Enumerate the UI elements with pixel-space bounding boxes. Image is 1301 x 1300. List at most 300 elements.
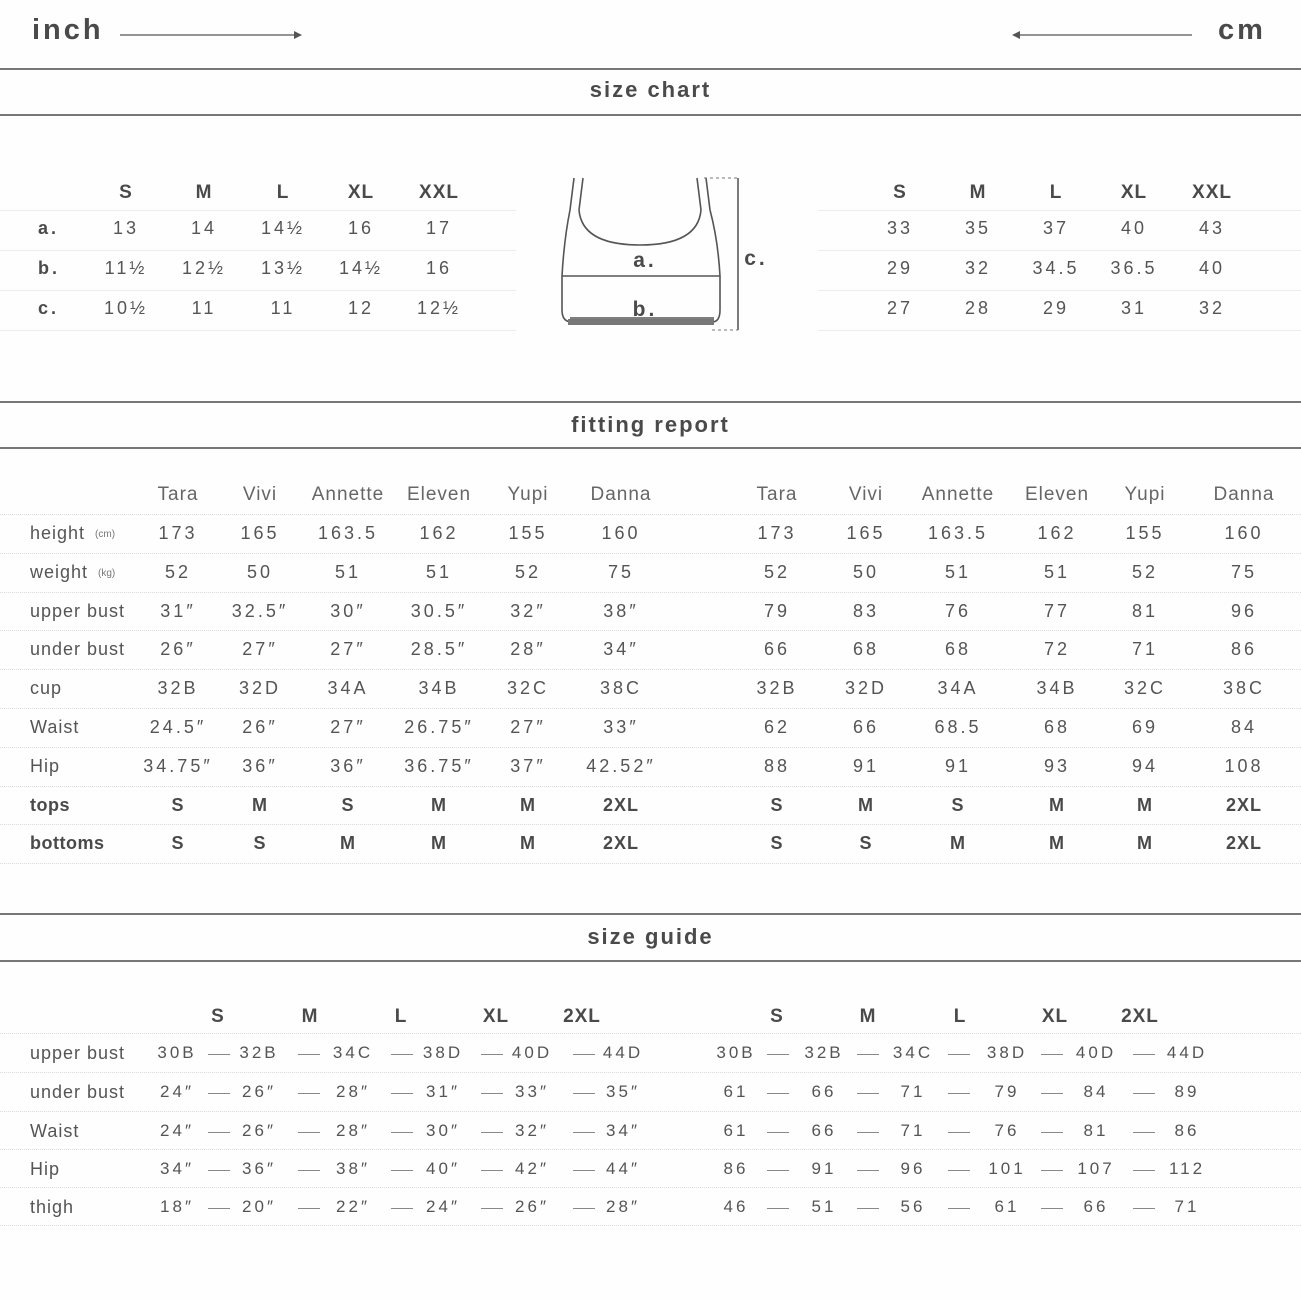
size-value: 10½ [103,298,149,318]
fitting-value: 96 [1230,600,1258,621]
range-dash [1041,1208,1063,1209]
fitting-value: 32.5″ [231,600,289,621]
fitting-value: M [1049,794,1065,815]
guide-size-header: M [301,1006,319,1027]
fitting-value: 32D [844,678,888,699]
range-dash [948,1132,970,1133]
row-divider [0,553,1301,554]
fitting-value: 108 [1224,755,1264,776]
guide-value: 81 [1083,1121,1109,1140]
range-dash [391,1054,413,1055]
guide-value: 101 [988,1159,1026,1178]
size-value: 40 [1120,218,1148,238]
range-dash [948,1093,970,1094]
cm-unit-label: cm [1218,14,1266,46]
row-divider [0,250,516,251]
fitting-value: M [431,833,447,854]
guide-value: 40D [1075,1043,1117,1062]
guide-value: 76 [994,1121,1020,1140]
guide-value: 38″ [336,1159,370,1178]
fitting-value: 93 [1043,755,1071,776]
model-name: Danna [590,484,652,505]
model-name: Eleven [1024,484,1090,505]
guide-value: 42″ [515,1159,549,1178]
row-divider [0,290,516,291]
fitting-value: 34B [1036,678,1078,699]
fitting-row-label [30,562,115,583]
guide-value: 79 [994,1082,1020,1101]
fitting-value: 173 [158,523,198,543]
size-header: M [195,182,213,203]
fitting-value: 32D [238,678,282,699]
fitting-value: 2XL [1225,833,1263,854]
row-divider [0,1187,1301,1188]
size-value: 28 [964,298,992,318]
model-name: Annette [311,484,385,505]
guide-value: 66 [811,1082,837,1101]
range-dash [573,1170,595,1171]
range-dash [767,1170,789,1171]
guide-row-label: upper bust [30,1043,126,1063]
guide-value: 30″ [426,1121,460,1140]
fitting-value: 31″ [160,600,196,621]
fitting-value: 34A [937,678,979,699]
fitting-value: 173 [757,523,797,543]
fitting-value: M [1137,794,1153,815]
fitting-row-label [30,717,79,738]
fitting-row-label [30,639,125,660]
range-dash [767,1054,789,1055]
range-dash [767,1093,789,1094]
guide-value: 34C [892,1043,934,1062]
guide-value: 22″ [336,1197,370,1216]
guide-size-header: L [953,1006,967,1027]
fitting-value: M [950,833,966,854]
range-dash [1133,1054,1155,1055]
fitting-value: 38C [1222,678,1266,699]
fitting-row-label [30,678,62,699]
fitting-value: S [951,794,965,815]
fitting-value: 83 [852,600,880,621]
fitting-value: 160 [1224,523,1264,543]
fitting-value: 84 [1230,717,1258,737]
fitting-value: 52 [763,561,791,582]
range-dash [1041,1093,1063,1094]
range-dash [298,1132,320,1133]
guide-value: 34″ [160,1159,194,1178]
row-divider [0,1033,1301,1034]
range-dash [298,1093,320,1094]
size-header: L [1049,182,1063,203]
row-divider [0,669,1301,670]
size-header: M [969,182,987,203]
size-header: S [119,182,133,203]
row-divider [0,1072,1301,1073]
section-divider [0,68,1301,70]
fitting-value: S [859,833,873,854]
size-header: XL [1120,182,1148,203]
fitting-value: 66 [852,717,880,737]
range-dash [1041,1132,1063,1133]
guide-value: 24″ [160,1121,194,1140]
range-dash [857,1093,879,1094]
size-value: 29 [886,258,914,278]
size-value: 12½ [416,298,462,318]
fitting-value: 79 [763,600,791,621]
range-dash [948,1170,970,1171]
section-divider [0,913,1301,915]
fitting-report-title: fitting report [571,412,730,437]
fitting-value: 26.75″ [404,717,474,737]
range-dash [857,1132,879,1133]
size-value: 16 [425,258,453,278]
guide-value: 36″ [242,1159,276,1178]
fitting-value: 77 [1043,600,1071,621]
guide-value: 66 [811,1121,837,1140]
diagram-label-b: b. [632,298,658,321]
range-dash [1133,1208,1155,1209]
fitting-row-label-text: bottoms [30,833,105,854]
fitting-value: 32B [157,678,199,699]
fitting-value: 51 [425,561,453,582]
fitting-value: 155 [1125,523,1165,543]
section-divider [0,447,1301,449]
fitting-value: 32″ [510,600,546,621]
fitting-value: 71 [1131,639,1159,660]
fitting-value: 69 [1131,717,1159,737]
fitting-value: 75 [1230,561,1258,582]
fitting-value: 38″ [603,600,639,621]
guide-value: 91 [811,1159,837,1178]
guide-value: 28″ [606,1197,640,1216]
range-dash [767,1208,789,1209]
fitting-value: M [858,794,874,815]
arrow-left-icon [1008,28,1194,42]
fitting-value: 50 [852,561,880,582]
fitting-value: 76 [944,600,972,621]
guide-value: 44D [1166,1043,1208,1062]
range-dash [208,1132,230,1133]
fitting-value: S [171,833,185,854]
fitting-value: S [770,833,784,854]
guide-size-header: XL [482,1006,510,1027]
fitting-row-label [30,795,70,816]
guide-value: 24″ [426,1197,460,1216]
diagram-label-c: c. [744,247,768,270]
range-dash [481,1170,503,1171]
range-dash [298,1054,320,1055]
row-divider [0,1111,1301,1112]
guide-size-header: S [211,1006,225,1027]
guide-value: 26″ [515,1197,549,1216]
fitting-value: 155 [508,523,548,543]
size-value: 36.5 [1110,258,1158,278]
range-dash [1041,1054,1063,1055]
guide-value: 40″ [426,1159,460,1178]
guide-value: 66 [1083,1197,1109,1216]
fitting-row-label [30,523,115,544]
fitting-value: M [431,794,447,815]
fitting-value: 68 [1043,717,1071,737]
model-name: Vivi [848,484,884,505]
fitting-value: 34.75″ [143,755,213,776]
fitting-value: 94 [1131,755,1159,776]
range-dash [481,1054,503,1055]
size-value: 43 [1198,218,1226,238]
fitting-value: M [1137,833,1153,854]
size-header: XXL [1192,182,1232,203]
fitting-value: S [341,794,355,815]
fitting-value: M [340,833,356,854]
size-value: 33 [886,218,914,238]
fitting-value: 163.5 [317,523,379,543]
inch-unit-label: inch [32,14,104,46]
fitting-value: 165 [846,523,886,543]
range-dash [208,1093,230,1094]
fitting-row-label-text: tops [30,794,70,815]
fitting-value: 91 [944,755,972,776]
range-dash [948,1054,970,1055]
guide-value: 61 [723,1121,749,1140]
guide-size-header: M [859,1006,877,1027]
fitting-value: 52 [514,561,542,582]
fitting-value: 66 [763,639,791,660]
guide-value: 32B [804,1043,844,1062]
guide-value: 35″ [606,1082,640,1101]
guide-value: 71 [900,1121,926,1140]
row-divider [818,250,1301,251]
size-value: 14½ [338,258,384,278]
guide-row-label: thigh [30,1197,75,1217]
fitting-row-label-text: Hip [30,755,61,776]
fitting-value: 32C [1123,678,1167,699]
range-dash [391,1132,413,1133]
section-divider [0,401,1301,403]
guide-value: 107 [1077,1159,1115,1178]
size-header: XXL [419,182,459,203]
size-value: 31 [1120,298,1148,318]
size-value: 35 [964,218,992,238]
fitting-value: 32B [756,678,798,699]
measure-label: c. [38,298,60,318]
size-value: 32 [1198,298,1226,318]
size-guide-title: size guide [587,924,714,949]
fitting-value: S [253,833,267,854]
guide-row-label: Hip [30,1159,61,1179]
size-value: 11 [191,298,217,318]
fitting-value: 33″ [603,717,639,737]
fitting-value: 2XL [602,794,640,815]
size-value: 29 [1042,298,1070,318]
guide-value: 71 [1174,1197,1200,1216]
fitting-value: 72 [1043,639,1071,660]
guide-size-header: 2XL [1121,1006,1159,1027]
fitting-row-label-text: height [30,523,86,543]
guide-value: 28″ [336,1121,370,1140]
fitting-value: 34″ [603,639,639,660]
range-dash [208,1170,230,1171]
guide-value: 51 [811,1197,837,1216]
guide-value: 30B [716,1043,756,1062]
row-divider [0,630,1301,631]
fitting-row-label [30,756,60,777]
row-divider [0,863,1301,864]
fitting-value: 68 [852,639,880,660]
guide-value: 96 [900,1159,926,1178]
fitting-value: 34A [327,678,369,699]
guide-value: 84 [1083,1082,1109,1101]
range-dash [948,1208,970,1209]
guide-value: 40D [511,1043,553,1062]
guide-value: 56 [900,1197,926,1216]
fitting-value: 37″ [510,755,546,776]
fitting-value: 30.5″ [410,600,468,621]
fitting-value: 24.5″ [149,717,207,737]
size-header: S [893,182,907,203]
row-divider [818,330,1301,331]
size-value: 16 [347,218,375,238]
range-dash [208,1054,230,1055]
range-dash [573,1093,595,1094]
fitting-row-label-text: under bust [30,639,126,660]
fitting-value: 42.52″ [586,755,656,776]
size-value: 32 [964,258,992,278]
fitting-value: M [1049,833,1065,854]
guide-value: 61 [723,1082,749,1101]
range-dash [857,1170,879,1171]
fitting-value: 2XL [1225,794,1263,815]
guide-value: 26″ [242,1121,276,1140]
guide-value: 44″ [606,1159,640,1178]
guide-value: 34C [332,1043,374,1062]
fitting-value: 160 [601,523,641,543]
row-divider [0,330,516,331]
range-dash [1041,1170,1063,1171]
range-dash [573,1132,595,1133]
guide-value: 32″ [515,1121,549,1140]
fitting-value: 88 [763,755,791,776]
fitting-row-unit: (cm) [95,528,116,540]
range-dash [481,1093,503,1094]
fitting-value: 27″ [510,717,546,737]
size-value: 37 [1042,218,1070,238]
guide-size-header: 2XL [563,1006,601,1027]
size-header: L [276,182,290,203]
row-divider [0,592,1301,593]
model-name: Tara [157,484,199,505]
guide-value: 89 [1174,1082,1200,1101]
size-value: 14 [190,218,218,238]
fitting-value: 36.75″ [404,755,474,776]
guide-value: 20″ [242,1197,276,1216]
fitting-value: 38C [599,678,643,699]
size-value: 12½ [181,258,227,278]
guide-value: 38D [986,1043,1028,1062]
row-divider [0,1149,1301,1150]
model-name: Yupi [507,484,549,505]
guide-value: 30B [157,1043,197,1062]
fitting-value: 26″ [242,717,278,737]
row-divider [0,514,1301,515]
range-dash [1133,1093,1155,1094]
fitting-row-unit: (kg) [98,567,116,579]
fitting-value: 51 [944,561,972,582]
measure-label: a. [38,218,60,238]
size-chart-title: size chart [589,77,712,102]
row-divider [0,786,1301,787]
guide-value: 86 [723,1159,749,1178]
fitting-value: 50 [246,561,274,582]
range-dash [391,1093,413,1094]
guide-value: 38D [422,1043,464,1062]
fitting-value: 68 [944,639,972,660]
range-dash [391,1208,413,1209]
size-value: 14½ [260,218,306,238]
fitting-value: S [171,794,185,815]
fitting-value: 30″ [330,600,366,621]
guide-value: 46 [723,1197,749,1216]
fitting-value: M [520,833,536,854]
fitting-value: 32C [506,678,550,699]
fitting-value: 162 [419,523,459,543]
guide-value: 32B [239,1043,279,1062]
guide-value: 18″ [160,1197,194,1216]
fitting-value: M [520,794,536,815]
size-value: 11 [270,298,296,318]
guide-value: 24″ [160,1082,194,1101]
fitting-value: 68.5 [934,717,982,737]
range-dash [1133,1132,1155,1133]
guide-row-label: Waist [30,1121,80,1141]
range-dash [1133,1170,1155,1171]
guide-value: 28″ [336,1082,370,1101]
fitting-value: 2XL [602,833,640,854]
fitting-value: 81 [1131,600,1159,621]
fitting-value: M [252,794,268,815]
guide-size-header: XL [1041,1006,1069,1027]
guide-value: 86 [1174,1121,1200,1140]
guide-value: 31″ [426,1082,460,1101]
fitting-value: 27″ [242,639,278,660]
guide-size-header: S [770,1006,784,1027]
range-dash [857,1054,879,1055]
section-divider [0,114,1301,116]
fitting-value: 28″ [510,639,546,660]
diagram-label-a: a. [633,249,657,272]
range-dash [391,1170,413,1171]
fitting-value: 36″ [242,755,278,776]
fitting-row-label [30,601,125,622]
size-value: 34.5 [1032,258,1080,278]
guide-value: 44D [602,1043,644,1062]
fitting-value: 62 [763,717,791,737]
model-name: Eleven [406,484,472,505]
range-dash [573,1208,595,1209]
fitting-value: 165 [240,523,280,543]
fitting-value: 52 [1131,561,1159,582]
model-name: Tara [756,484,798,505]
fitting-value: 34B [418,678,460,699]
fitting-row-label-text: Waist [30,717,80,737]
range-dash [208,1208,230,1209]
fitting-value: 52 [164,561,192,582]
row-divider [0,210,516,211]
fitting-value: 162 [1037,523,1077,543]
model-name: Yupi [1124,484,1166,505]
fitting-value: 163.5 [927,523,989,543]
range-dash [857,1208,879,1209]
fitting-value: 27″ [330,717,366,737]
